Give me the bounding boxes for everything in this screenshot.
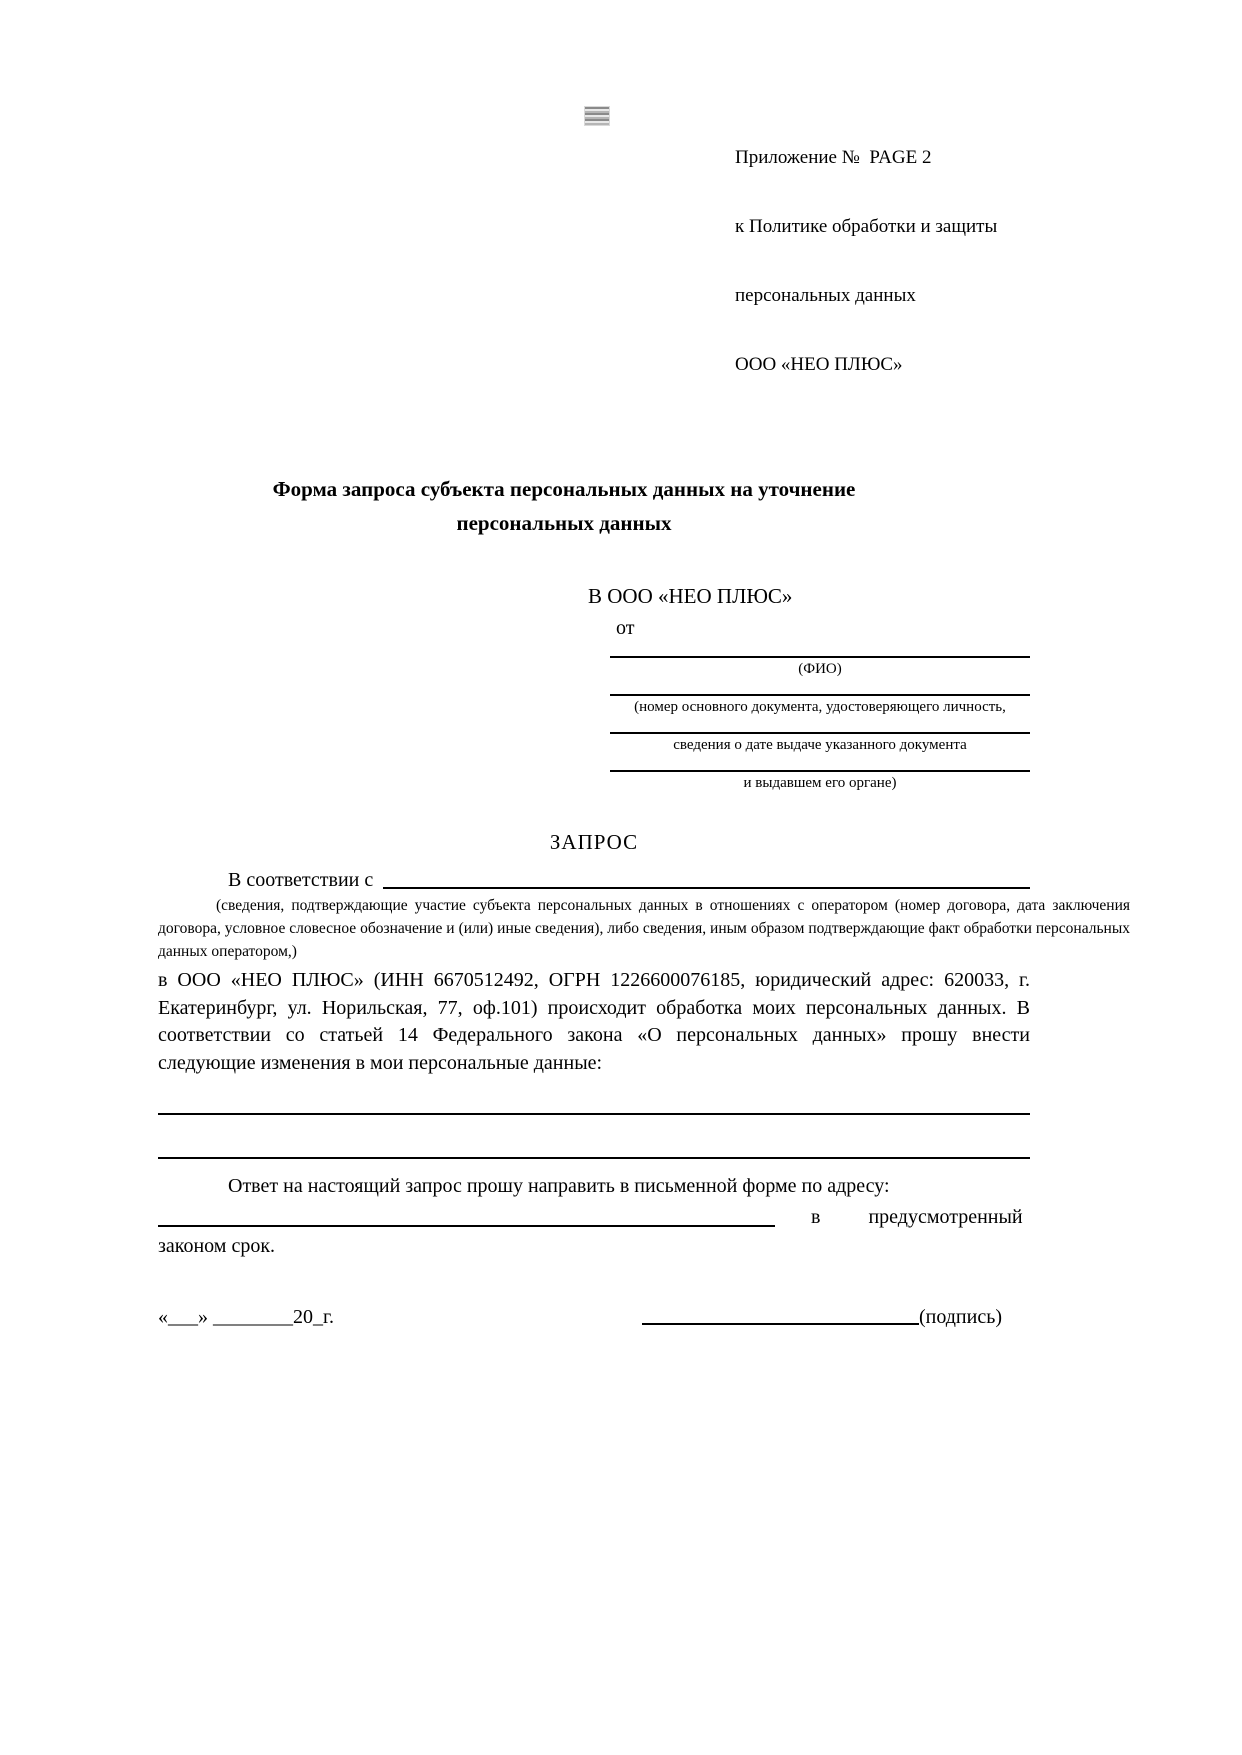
document-number-field [588, 694, 1030, 716]
reply-word-predusmotrenny: предусмотренный [868, 1206, 1023, 1228]
document-number-caption: (номер основного документа, удостоверяющего личность, [634, 699, 1006, 715]
document-title-line1: Форма запроса субъекта персональных данных на уточнение [272, 477, 856, 501]
issuing-authority-input-line[interactable] [610, 770, 1030, 772]
request-heading: ЗАПРОС [549, 830, 639, 854]
reply-term-text: законом срок. [158, 1235, 276, 1257]
header-reference-block [735, 100, 997, 422]
intro-lead-text: В соответствии с [228, 869, 374, 891]
document-title-line2: персональных данных [456, 511, 672, 535]
reply-word-v: в [811, 1206, 821, 1228]
issue-date-caption: сведения о дате выдаче указанного документа [673, 737, 967, 753]
reply-address-line [158, 1204, 1030, 1231]
signature-caption: (подпись) [918, 1306, 1002, 1328]
issuing-authority-field [588, 770, 1030, 792]
from-label: от [616, 617, 635, 639]
header-line: к Политике обработки и защиты [735, 216, 998, 237]
header-line: ООО «НЕО ПЛЮС» [735, 354, 903, 375]
issue-date-input-line[interactable] [610, 732, 1030, 734]
changes-input-line-1[interactable] [158, 1113, 1030, 1115]
address-input-line[interactable] [158, 1225, 775, 1227]
changes-input-line-2[interactable] [158, 1157, 1030, 1159]
issuing-authority-caption: и выдавшем его органе) [743, 775, 897, 791]
header-line: персональных данных [735, 285, 916, 306]
document-title [158, 472, 970, 540]
signature-input-line[interactable] [642, 1323, 919, 1325]
date-blank-text[interactable]: «___» ________20_г. [158, 1306, 334, 1328]
document-number-input-line[interactable] [610, 694, 1030, 696]
request-body-paragraph: в ООО «НЕО ПЛЮС» (ИНН 6670512492, ОГРН 1226600076185, юридический адрес: 620033, г. Екатеринбург, ул. Норильская, 77, оф.101) происходит обработка моих персональных данных. В соответствии со статьей 14 Федерального закона «О персональных данных» прошу внести следующие изменения в мои персональные данные: [158, 969, 1030, 1074]
fio-field [588, 656, 1030, 678]
recipient-organization: В ООО «НЕО ПЛЮС» [588, 584, 793, 608]
date-signature-row [158, 1306, 1002, 1329]
basis-footnote: (сведения, подтверждающие участие субъекта персональных данных в отношениях с оператором (номер договора, дата заключения договора, условное словесное обозначение и (или) иные сведения), либо сведения, иным образом подтверждающие факт обработки персональных данных оператором,) [158, 897, 1130, 960]
issue-date-field [588, 732, 1030, 754]
header-line: Приложение № PAGE 2 [735, 147, 932, 168]
fio-input-line[interactable] [610, 656, 1030, 658]
basis-input-line[interactable] [383, 887, 1030, 889]
intro-line [158, 869, 1030, 892]
striped-placeholder-icon [585, 107, 609, 125]
reply-request-text: Ответ на настоящий запрос прошу направить в письменной форме по адресу: [228, 1175, 890, 1197]
page-header [158, 0, 1030, 422]
recipient-block [588, 584, 1030, 792]
signature-group [642, 1306, 1002, 1329]
fio-caption: (ФИО) [798, 661, 842, 677]
